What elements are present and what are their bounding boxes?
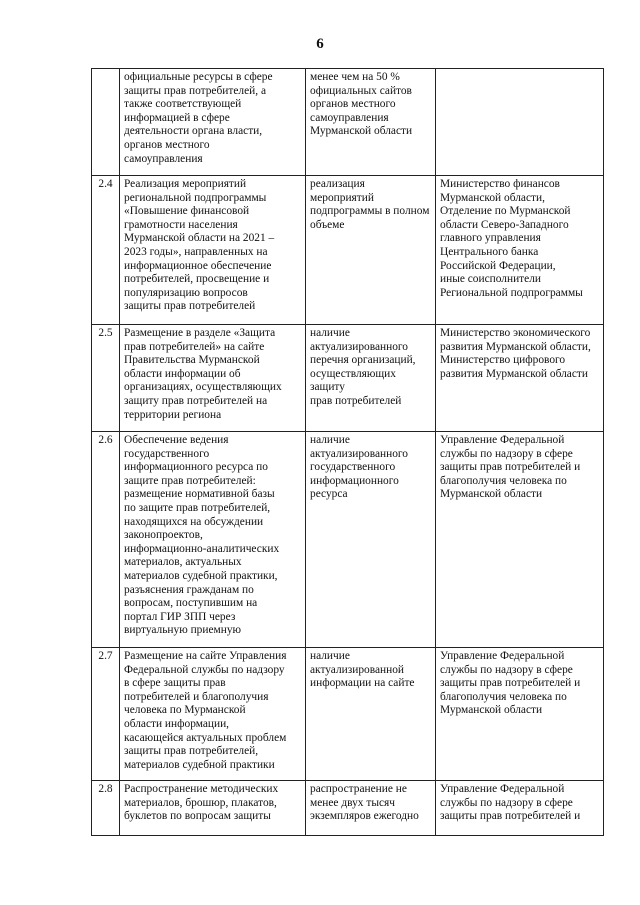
activity-cell: Размещение в разделе «Защита прав потребителей» на сайте Правительства Мурманской области информации об организациях, осуществляющих защиту прав потребителей на территории региона bbox=[120, 325, 306, 432]
executor-cell: Министерство финансов Мурманской области, Отделение по Мурманской области Северо-Западного главного управления Центрального банка Российской Федерации, иные соисполнители Региональной подпрограммы bbox=[436, 176, 604, 325]
indicator-cell: наличие актуализированного перечня организаций, осуществляющих защиту прав потребителей bbox=[306, 325, 436, 432]
executor-cell: Управление Федеральной службы по надзору в сфере защиты прав потребителей и благополучия человека по Мурманской области bbox=[436, 648, 604, 781]
page-number: 6 bbox=[316, 36, 324, 52]
table-row bbox=[92, 432, 604, 648]
row-number: 2.6 bbox=[92, 432, 120, 648]
executor-cell: Министерство экономического развития Мурманской области, Министерство цифрового развития Мурманской области bbox=[436, 325, 604, 432]
executor-cell bbox=[436, 69, 604, 176]
indicator-cell: распространение не менее двух тысяч экземпляров ежегодно bbox=[306, 781, 436, 836]
activity-cell: Реализация мероприятий региональной подпрограммы «Повышение финансовой грамотности населения Мурманской области на 2021 – 2023 годы», направленных на информационное обеспечение потребителей, просвещение и популяризацию вопросов защиты прав потребителей bbox=[120, 176, 306, 325]
indicator-cell: реализация мероприятий подпрограммы в полном объеме bbox=[306, 176, 436, 325]
table-row bbox=[92, 648, 604, 781]
table-row bbox=[92, 69, 604, 176]
executor-cell: Управление Федеральной службы по надзору в сфере защиты прав потребителей и благополучия человека по Мурманской области bbox=[436, 432, 604, 648]
row-number bbox=[92, 69, 120, 176]
row-number: 2.7 bbox=[92, 648, 120, 781]
indicator-cell: наличие актуализированного государственного информационного ресурса bbox=[306, 432, 436, 648]
table-row bbox=[92, 325, 604, 432]
activity-cell: официальные ресурсы в сфере защиты прав потребителей, а также соответствующей информацией в сфере деятельности органа власти, органов местного самоуправления bbox=[120, 69, 306, 176]
activity-cell: Обеспечение ведения государственного информационного ресурса по защите прав потребителей: размещение нормативной базы по защите прав потребителей, находящихся на обсуждении законопроектов, информационно-аналитических материалов, актуальных материалов судебной практики, разъяснения гражданам по вопросам, поступившим на портал ГИР ЗПП через виртуальную приемную bbox=[120, 432, 306, 648]
indicator-cell: менее чем на 50 % официальных сайтов органов местного самоуправления Мурманской области bbox=[306, 69, 436, 176]
measures-table bbox=[91, 68, 604, 836]
executor-cell: Управление Федеральной службы по надзору в сфере защиты прав потребителей и bbox=[436, 781, 604, 836]
table-row bbox=[92, 781, 604, 836]
table-row bbox=[92, 176, 604, 325]
indicator-cell: наличие актуализированной информации на сайте bbox=[306, 648, 436, 781]
activity-cell: Размещение на сайте Управления Федеральной службы по надзору в сфере защиты прав потребителей и благополучия человека по Мурманской области информации, касающейся актуальных проблем защиты прав потребителей, материалов судебной практики bbox=[120, 648, 306, 781]
row-number: 2.8 bbox=[92, 781, 120, 836]
row-number: 2.4 bbox=[92, 176, 120, 325]
row-number: 2.5 bbox=[92, 325, 120, 432]
activity-cell: Распространение методических материалов, брошюр, плакатов, буклетов по вопросам защиты bbox=[120, 781, 306, 836]
